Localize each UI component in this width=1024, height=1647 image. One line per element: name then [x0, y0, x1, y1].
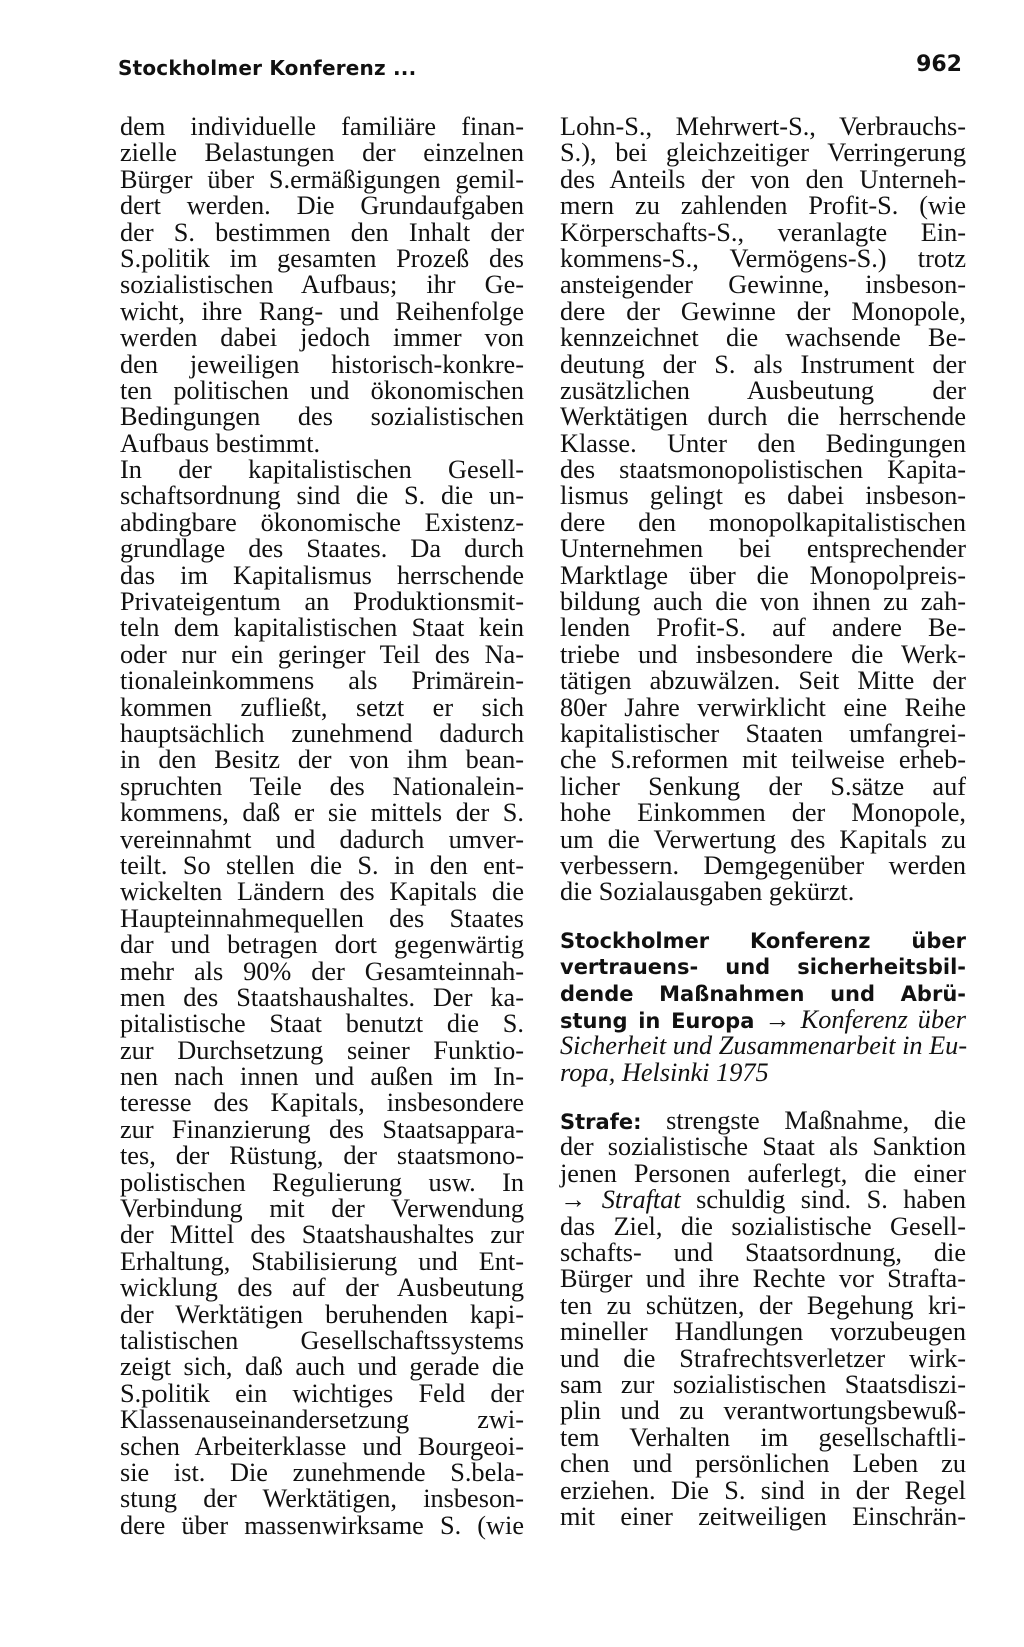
text-line: die Sozialausgaben gekürzt.: [560, 877, 855, 907]
text-line: der S. bestimmen den Inhalt der: [120, 217, 524, 247]
text-line: mineller Handlungen vorzubeugen: [560, 1317, 966, 1347]
text-line: wickelten Ländern des Kapitals die: [120, 877, 524, 907]
text-line: Bürger über S.ermäßigungen gemil-: [120, 164, 524, 194]
text-line: vereinnahmt und dadurch umver-: [120, 824, 524, 854]
text-line: tätigen abzuwälzen. Seit Mitte der: [560, 666, 966, 696]
text-line: kapitalistischer Staaten umfangrei-: [560, 718, 966, 748]
text-line: [560, 1187, 966, 1213]
entry-heading-line: [560, 1004, 966, 1034]
text-line: mit einer zeitweiligen Einschrän-: [560, 1501, 966, 1531]
cross-reference-link[interactable]: Konferenz über: [800, 1004, 966, 1034]
text-line: polistischen Regulierung usw. In: [120, 1167, 524, 1197]
text-line: in den Besitz der von ihm bean-: [120, 745, 524, 775]
text-line: talistischen Gesellschaftssystems: [120, 1325, 524, 1355]
text-line: sie ist. Die zunehmende S.bela-: [120, 1457, 524, 1487]
text-line: S.), bei gleichzeitiger Verringerung: [560, 138, 966, 168]
text-line: kommen zufließt, setzt er sich: [120, 692, 524, 722]
text-line: schen Arbeiterklasse und Bourgeoi-: [120, 1431, 524, 1461]
text-line: der Werktätigen beruhenden kapi-: [120, 1299, 524, 1329]
text-line: mehr als 90% der Gesamteinnah-: [120, 956, 524, 986]
text-line: dere den monopolkapitalistischen: [560, 507, 966, 537]
text-line: kommens, daß er sie mittels der S.: [120, 798, 524, 828]
text-line: spruchten Teile des Nationalein-: [120, 771, 524, 801]
entry-stockholmer-konferenz: [560, 928, 966, 1086]
entry-text: strengste Maßnahme, die: [666, 1106, 966, 1136]
entry-heading-line: vertrauens- und sicherheitsbil-: [560, 955, 966, 980]
left-column: [120, 114, 524, 1539]
text-line: ten politischen und ökonomischen: [120, 375, 524, 405]
text-line: Erhaltung, Stabilisierung und Ent-: [120, 1246, 524, 1276]
entry-text: schuldig sind. S. haben: [696, 1185, 967, 1215]
entry-heading: Strafe:: [560, 1110, 642, 1135]
text-line: Lohn-S., Mehrwert-S., Verbrauchs-: [560, 112, 966, 141]
cross-reference-arrow-icon: →: [560, 1185, 587, 1215]
text-line: verbessern. Demgegenüber werden: [560, 850, 966, 880]
text-line: Unternehmen bei entsprechender: [560, 534, 966, 564]
text-line: tionaleinkommens als Primärein-: [120, 666, 524, 696]
text-line: lismus gelingt es dabei insbeson-: [560, 481, 966, 511]
text-line: 80er Jahre verwirklicht eine Reihe: [560, 692, 966, 722]
cross-reference-arrow-icon: →: [764, 1004, 791, 1034]
text-line: tem Verhalten im gesellschaftli-: [560, 1422, 966, 1452]
text-line: stung der Werktätigen, insbeson-: [120, 1484, 524, 1514]
text-line: licher Senkung der S.sätze auf: [560, 771, 966, 801]
text-line: chen und persönlichen Leben zu: [560, 1449, 966, 1479]
text-line: zusätzlichen Ausbeutung der: [560, 375, 966, 405]
page-number: 962: [916, 52, 962, 77]
text-line: des Anteils der von den Unterneh-: [560, 164, 966, 194]
text-line: um die Verwertung des Kapitals zu: [560, 824, 966, 854]
text-line: jenen Personen auferlegt, die einer: [560, 1158, 966, 1188]
text-line: der Mittel des Staatshaushaltes zur: [120, 1220, 524, 1250]
text-line: zeigt sich, daß auch und gerade die: [120, 1352, 524, 1382]
text-line: das im Kapitalismus herrschende: [120, 560, 524, 590]
text-line: mern zu zahlenden Profit-S. (wie: [560, 191, 966, 221]
text-line: teilt. So stellen die S. in den ent-: [120, 850, 524, 880]
text-line: kennzeichnet die wachsende Be-: [560, 323, 966, 353]
text-line: ansteigender Gewinne, insbeson-: [560, 270, 966, 300]
text-line: che S.reformen mit teilweise erheb-: [560, 745, 966, 775]
entry-gap: [560, 1086, 966, 1108]
text-line: teln dem kapitalistischen Staat kein: [120, 613, 524, 643]
text-line: triebe und insbesondere die Werk-: [560, 639, 966, 669]
text-line: lenden Profit-S. auf andere Be-: [560, 613, 966, 643]
text-line: grundlage des Staates. Da durch: [120, 534, 524, 564]
entry-heading-end: stung in Europa: [560, 1008, 755, 1033]
text-line: dem individuelle familiäre finan-: [120, 112, 524, 141]
text-line: sam zur sozialistischen Staatsdiszi-: [560, 1369, 966, 1399]
text-line: Privateigentum an Produktionsmit-: [120, 587, 524, 617]
text-line: deutung der S. als Instrument der: [560, 349, 966, 379]
text-line: des staatsmonopolistischen Kapita-: [560, 455, 966, 485]
text-line: Bedingungen des sozialistischen: [120, 402, 524, 432]
text-line: ten zu schützen, der Begehung kri-: [560, 1290, 966, 1320]
text-line: teresse des Kapitals, insbesondere: [120, 1088, 524, 1118]
running-head: Stockholmer Konferenz ...: [118, 56, 417, 80]
text-line: wicklung des auf der Ausbeutung: [120, 1273, 524, 1303]
entry-strafe: [560, 1108, 966, 1530]
text-line: zur Finanzierung des Staatsappara-: [120, 1114, 524, 1144]
text-line: S.politik im gesamten Prozeß des: [120, 243, 524, 273]
entry-gap: [560, 906, 966, 928]
cross-reference-link[interactable]: Straftat: [601, 1185, 681, 1215]
text-line: sozialistischen Aufbaus; ihr Ge-: [120, 270, 524, 300]
text-line: Klasse. Unter den Bedingungen: [560, 428, 966, 458]
text-line: dere über massenwirksame S. (wie: [120, 1510, 524, 1540]
text-line: kommens-S., Vermögens-S.) trotz: [560, 243, 966, 273]
text-line: oder nur ein geringer Teil des Na-: [120, 639, 524, 669]
text-line: men des Staatshaushaltes. Der ka-: [120, 982, 524, 1012]
text-line: Aufbaus bestimmt.: [120, 428, 321, 458]
text-line: erziehen. Die S. sind in der Regel: [560, 1475, 966, 1505]
text-line: der sozialistische Staat als Sanktion: [560, 1132, 966, 1162]
text-line: und die Strafrechtsverletzer wirk-: [560, 1343, 966, 1373]
text-line: Körperschafts-S., veranlagte Ein-: [560, 217, 966, 247]
text-line: hauptsächlich zunehmend dadurch: [120, 718, 524, 748]
text-line: schafts- und Staatsordnung, die: [560, 1238, 966, 1268]
text-line: dar und betragen dort gegenwärtig: [120, 930, 524, 960]
text-line: Marktlage über die Monopolpreis-: [560, 560, 966, 590]
cross-reference-line[interactable]: Sicherheit und Zusammenarbeit in Eu-: [560, 1031, 968, 1061]
text-line: den jeweiligen historisch-konkre-: [120, 349, 524, 379]
text-line: Werktätigen durch die herrschende: [560, 402, 966, 432]
text-line: zur Durchsetzung seiner Funktio-: [120, 1035, 524, 1065]
text-line: Haupteinnahmequellen des Staates: [120, 903, 524, 933]
text-line: zielle Belastungen der einzelnen: [120, 138, 524, 168]
text-line: pitalistische Staat benutzt die S.: [120, 1009, 524, 1039]
text-line: S.politik ein wichtiges Feld der: [120, 1378, 524, 1408]
text-line: [560, 1108, 966, 1134]
text-line: schaftsordnung sind die S. die un-: [120, 481, 524, 511]
text-line: Verbindung mit der Verwendung: [120, 1194, 524, 1224]
text-line: Bürger und ihre Rechte vor Strafta-: [560, 1264, 966, 1294]
text-line: wicht, ihre Rang- und Reihenfolge: [120, 296, 524, 326]
entry-heading-line: Stockholmer Konferenz über: [560, 928, 966, 953]
text-line: hohe Einkommen der Monopole,: [560, 798, 966, 828]
text-line: werden dabei jedoch immer von: [120, 323, 524, 353]
text-line: tes, der Rüstung, der staatsmono-: [120, 1141, 524, 1171]
text-line: das Ziel, die sozialistische Gesell-: [560, 1211, 966, 1241]
text-line: dert werden. Die Grundaufgaben: [120, 191, 524, 221]
text-line: dere der Gewinne der Monopole,: [560, 296, 966, 326]
right-column: [560, 114, 966, 1530]
text-line: In der kapitalistischen Gesell-: [120, 455, 524, 485]
cross-reference-line[interactable]: ropa, Helsinki 1975: [560, 1057, 769, 1087]
text-line: Klassenauseinandersetzung zwi-: [120, 1405, 524, 1435]
text-line: nen nach innen und außen im In-: [120, 1062, 524, 1092]
text-line: abdingbare ökonomische Existenz-: [120, 507, 524, 537]
entry-heading-line: dende Maßnahmen und Abrü-: [560, 981, 966, 1006]
text-line: plin und zu verantwortungsbewuß-: [560, 1396, 966, 1426]
text-line: bildung auch die von ihnen zu zah-: [560, 587, 966, 617]
